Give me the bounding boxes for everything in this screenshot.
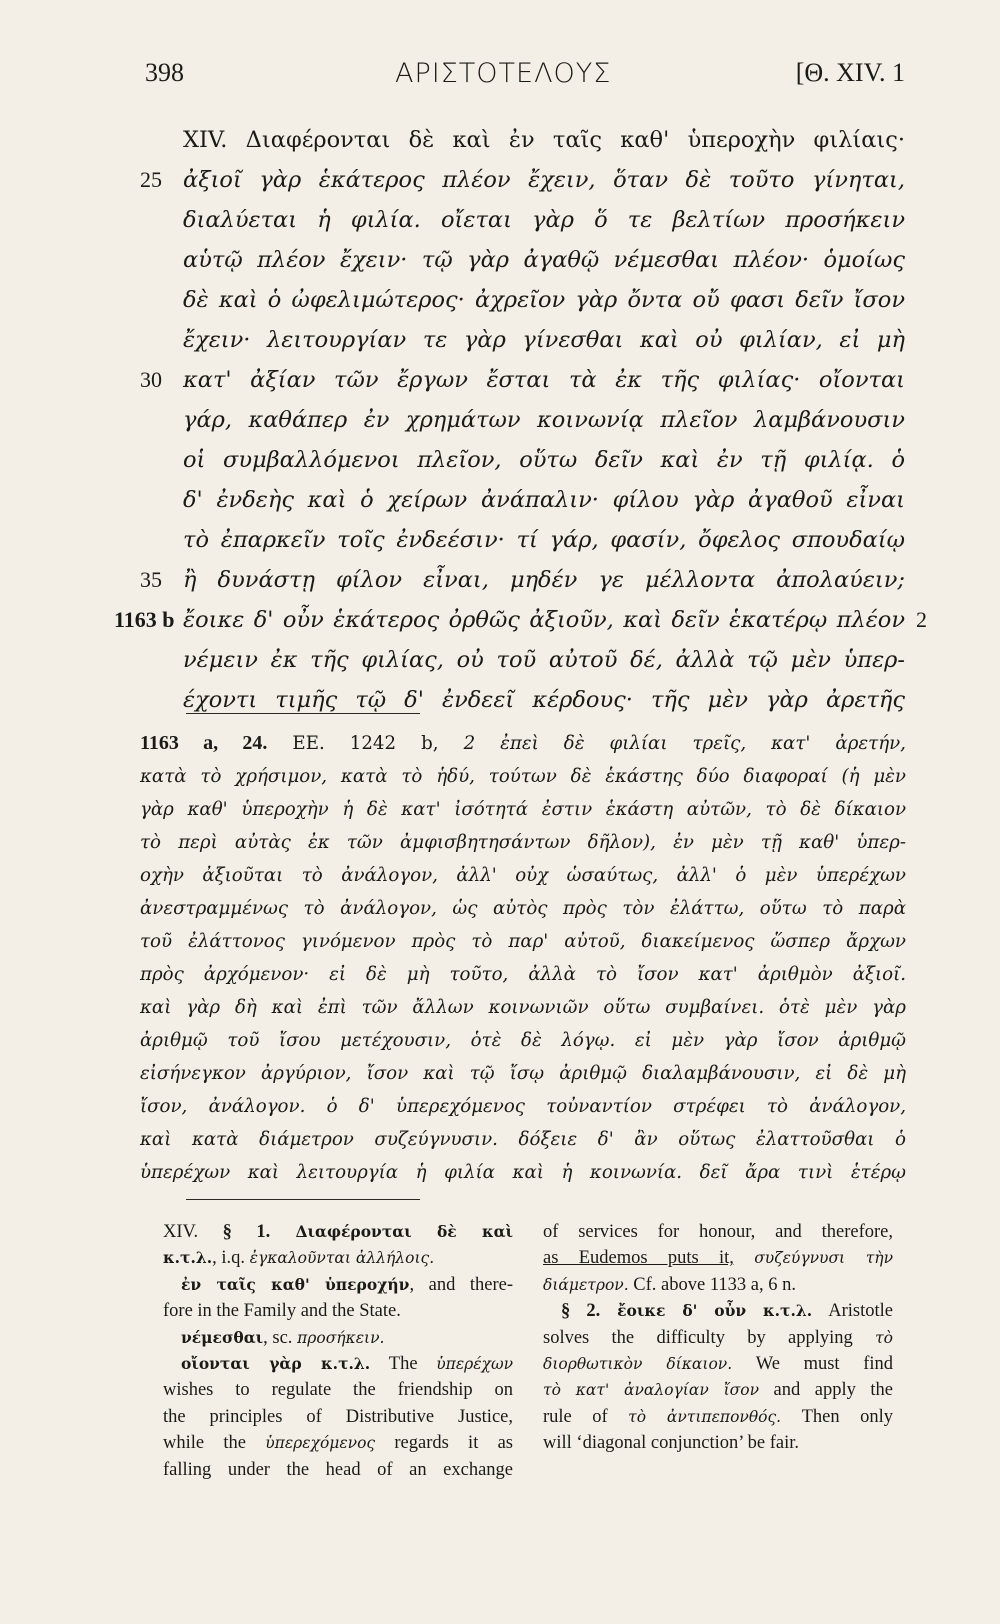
commentary-text: § 1. <box>222 1222 271 1242</box>
commentary-text: We must find <box>732 1353 893 1374</box>
commentary-text: solves the difficulty by applying <box>543 1327 876 1348</box>
greek-term: συζεύγνυσι τὴν <box>754 1249 893 1268</box>
note-line <box>0 991 1000 1024</box>
line-text: ἔχειν· λειτουργίαν τε γὰρ γίνεσθαι καὶ οὐ φιλίαν, εἰ μὴ <box>183 327 905 353</box>
note-line-text: καὶ κατὰ διάμετρον συζεύγνυσιν. δόξειε δ' ἂν οὕτως ἐλαττοῦσθαι ὁ <box>140 1129 906 1150</box>
note-line-text: εἰσήνεγκον ἀργύριον, ἴσον καὶ τῷ ἴσῳ ἀριθμῷ διαλαμβάνουσιν, εἰ δὲ μὴ <box>140 1063 906 1084</box>
line-text: δὲ καὶ ὁ ὠφελιμώτερος· ἀχρεῖον γὰρ ὄντα οὔ φασι δεῖν ἴσον <box>183 287 905 313</box>
greek-term: κ.τ.λ. <box>163 1248 213 1268</box>
text-line <box>0 160 1000 200</box>
commentary-text: wishes to regulate the friendship on <box>163 1380 513 1401</box>
commentary-text: Aristotle <box>812 1301 893 1322</box>
line-text: ἔοικε δ' οὖν ἑκάτερος ὀρθῶς ἀξιοῦν, καὶ δεῖν ἑκατέρῳ πλέον <box>183 607 905 633</box>
note-line <box>0 892 1000 925</box>
text-line <box>0 680 1000 720</box>
note-line <box>0 793 1000 826</box>
greek-term: τὸ ἀντιπεπονθός. <box>628 1407 782 1426</box>
commentary-text: falling under the head of an exchange <box>163 1459 513 1480</box>
commentary-text: regards it as <box>375 1433 513 1454</box>
greek-term: τὸ <box>875 1328 893 1347</box>
greek-term: ἔοικε δ' οὖν κ.τ.λ. <box>600 1301 813 1321</box>
text-line <box>0 600 1000 640</box>
commentary-text: and apply the <box>759 1380 893 1401</box>
text-line <box>0 640 1000 680</box>
text-line <box>0 320 1000 360</box>
greek-term: διάμετρον. <box>543 1275 629 1294</box>
note-line <box>0 1156 1000 1189</box>
commentary-line <box>163 1430 513 1456</box>
section-reference: [Θ. XIV. 1 <box>795 58 905 87</box>
text-line <box>0 480 1000 520</box>
note-line-text: ὑπερέχων καὶ λειτουργία ἡ φιλία καὶ ἡ κοινωνία. δεῖ ἄρα τινὶ ἑτέρῳ <box>140 1162 906 1183</box>
note-line-text: ἴσον, ἀνάλογον. ὁ δ' ὑπερεχόμενος τοὐναντίον στρέφει τὸ ἀνάλογον, <box>140 1096 906 1117</box>
commentary-text: rule of <box>543 1406 629 1427</box>
parallel-passage-note <box>0 727 1000 1189</box>
commentary-text <box>734 1248 754 1268</box>
page-number: 398 <box>145 58 184 87</box>
note-line <box>0 760 1000 793</box>
note-line-text: ἀνεστραμμένως τὸ ἀνάλογον, ὡς αὐτὸς πρὸς τὸν ἐλάττω, οὕτω τὸ παρὰ <box>140 898 906 919</box>
greek-term: προσήκειν. <box>297 1328 385 1347</box>
commentary-text: Cf. above 1133 a, 6 n. <box>628 1274 796 1295</box>
line-text: ἀξιοῖ γὰρ ἑκάτερος πλέον ἔχειν, ὅταν δὲ τοῦτο γίνηται, <box>183 167 905 193</box>
running-title: ΑΡΙΣΤΟΤΕΛΟΥΣ <box>395 58 612 89</box>
note-line-text: γὰρ καθ' ὑπεροχὴν ἡ δὲ κατ' ἰσότητά ἐστιν ἑκάστη αὐτῶν, τὸ δὲ δίκαιον <box>140 799 906 820</box>
commentary-text: , and there- <box>409 1274 513 1295</box>
commentary-line <box>163 1245 513 1271</box>
line-text: κατ' ἀξίαν τῶν ἔργων ἔσται τὰ ἐκ τῆς φιλίας· οἴονται <box>183 367 905 393</box>
commentary-line <box>163 1457 513 1483</box>
divider-rule <box>186 713 420 714</box>
greek-term: ἐν ταῖς καθ' ὑπεροχήν <box>181 1274 410 1294</box>
greek-term: διορθωτικὸν δίκαιον. <box>543 1354 733 1373</box>
note-text: 2 ἐπεὶ δὲ φιλίαι τρεῖς, κατ' ἀρετήν, <box>463 733 906 754</box>
line-text: γάρ, καθάπερ ἐν χρημάτων κοινωνίᾳ πλεῖον λαμβάνουσιν <box>183 407 905 433</box>
note-line-text: οχὴν ἀξιοῦται τὸ ἀνάλογον, ἀλλ' οὐχ ὡσαύτως, ἀλλ' ὁ μὲν ὑπερέχων <box>140 865 906 886</box>
line-text: δ' ἐνδεὴς καὶ ὁ χείρων ἀνάπαλιν· φίλου γὰρ ἀγαθοῦ εἶναι <box>183 487 905 513</box>
commentary-text: the principles of Distributive Justice, <box>163 1406 513 1427</box>
commentary-line <box>543 1245 893 1271</box>
commentary-text: will ‘diagonal conjunction’ be fair. <box>543 1433 800 1454</box>
commentary-text: , i.q. <box>212 1248 250 1269</box>
commentary-line <box>543 1404 893 1430</box>
note-line-text: κατὰ τὸ χρήσιμον, κατὰ τὸ ἡδύ, τούτων δὲ ἑκάστης δύο διαφοραί (ἡ μὲν <box>140 766 906 787</box>
commentary-text: XIV. <box>163 1222 223 1242</box>
line-number: 25 <box>140 167 162 192</box>
line-text: τὸ ἐπαρκεῖν τοῖς ἐνδεέσιν· τί γάρ, φασίν, ὄφελος σπουδαίῳ <box>183 527 905 553</box>
commentary-right-column <box>543 1219 893 1457</box>
note-line-text <box>140 727 906 760</box>
line-text: διαλύεται ἡ φιλία. οἴεται γὰρ ὅ τε βελτίων προσήκειν <box>183 207 905 233</box>
commentary-text: Then only <box>781 1406 894 1427</box>
commentary-line <box>543 1430 893 1456</box>
greek-term: ἐγκαλοῦνται ἀλλήλοις. <box>249 1249 435 1268</box>
commentary-line <box>163 1298 513 1324</box>
greek-term: Διαφέρονται δὲ καὶ <box>270 1222 514 1241</box>
commentary-left-column <box>163 1219 513 1483</box>
text-line <box>0 400 1000 440</box>
line-number: 35 <box>140 567 162 592</box>
note-line-text: πρὸς ἀρχόμενον· εἰ δὲ μὴ τοῦτο, ἀλλὰ τὸ ἴσον κατ' ἀριθμὸν ἀξιοῖ. <box>140 964 906 985</box>
text-line <box>0 240 1000 280</box>
note-line <box>0 826 1000 859</box>
commentary-line <box>543 1377 893 1403</box>
commentary-text: The <box>370 1353 437 1374</box>
commentary-text: of services for honour, and therefore, <box>543 1222 893 1242</box>
running-header <box>145 58 905 94</box>
line-number: 1163 b <box>114 607 175 632</box>
note-line-text: ἀριθμῷ τοῦ ἴσου μετέχουσιν, ὁτὲ δὲ λόγῳ. εἰ μὲν γὰρ ἴσον ἀριθμῷ <box>140 1030 906 1051</box>
note-line-text: τοῦ ἐλάττονος γινόμενον πρὸς τὸ παρ' αὐτοῦ, διακείμενος ὥσπερ ἄρχων <box>140 931 906 952</box>
commentary-line <box>543 1298 893 1324</box>
line-text: XIV. Διαφέρονται δὲ καὶ ἐν ταῖς καθ' ὑπεροχὴν φιλίαις· <box>183 127 905 153</box>
note-lead-reference: 1163 a, 24. <box>140 732 268 754</box>
commentary-line <box>543 1351 893 1377</box>
commentary-line <box>163 1219 513 1245</box>
note-line-text: τὸ περὶ αὐτὰς ἐκ τῶν ἀμφισβητησάντων δῆλον), ἐν μὲν τῇ καθ' ὑπερ- <box>140 832 906 853</box>
line-text: νέμειν ἐκ τῆς φιλίας, οὐ τοῦ αὐτοῦ δέ, ἀλλὰ τῷ μὲν ὑπερ- <box>183 647 905 673</box>
note-line <box>0 727 1000 760</box>
text-line <box>0 440 1000 480</box>
note-line-text: καὶ γὰρ δὴ καὶ ἐπὶ τῶν ἄλλων κοινωνιῶν οὕτω συμβαίνει. ὁτὲ μὲν γὰρ <box>140 997 906 1018</box>
commentary-text: while the <box>163 1433 266 1454</box>
commentary-line <box>163 1272 513 1298</box>
note-line <box>0 1123 1000 1156</box>
text-line <box>0 200 1000 240</box>
commentary-line <box>163 1404 513 1430</box>
line-text: αὑτῷ πλέον ἔχειν· τῷ γὰρ ἀγαθῷ νέμεσθαι πλέον· ὁμοίως <box>183 247 905 273</box>
greek-term: νέμεσθαι <box>181 1327 264 1347</box>
commentary-text: , sc. <box>263 1327 298 1348</box>
greek-term: οἴονται γὰρ κ.τ.λ. <box>181 1353 371 1373</box>
line-number: 30 <box>140 367 162 392</box>
text-line <box>0 520 1000 560</box>
note-line <box>0 859 1000 892</box>
greek-term: ὑπερέχων <box>436 1354 514 1373</box>
greek-term: ὑπερεχόμενος <box>265 1434 376 1453</box>
commentary-text: as Eudemos puts it, <box>543 1248 734 1269</box>
greek-term: τὸ κατ' ἀναλογίαν ἴσον <box>543 1381 760 1400</box>
note-line <box>0 925 1000 958</box>
commentary-line <box>543 1272 893 1298</box>
note-eudemian-reference: EE. 1242 b, <box>292 733 439 754</box>
note-line <box>0 1090 1000 1123</box>
divider-rule <box>186 1199 420 1200</box>
greek-main-text <box>0 120 1000 720</box>
text-line <box>0 280 1000 320</box>
commentary-line <box>543 1325 893 1351</box>
text-line <box>0 560 1000 600</box>
text-line <box>0 120 1000 160</box>
text-line <box>0 360 1000 400</box>
commentary-line <box>163 1325 513 1351</box>
commentary-line <box>163 1351 513 1377</box>
commentary-line <box>543 1219 893 1245</box>
note-line <box>0 958 1000 991</box>
line-text: οἱ συμβαλλόμενοι πλεῖον, οὕτω δεῖν καὶ ἐν τῇ φιλίᾳ. ὁ <box>183 447 905 473</box>
note-line <box>0 1057 1000 1090</box>
section-marker: 2 <box>916 607 927 632</box>
commentary-line <box>163 1377 513 1403</box>
commentary-text: fore in the Family and the State. <box>163 1301 401 1322</box>
line-text: έχοντι τιμῆς τῷ δ' ἐνδεεῖ κέρδους· τῆς μὲν γὰρ ἀρετῆς <box>183 687 905 713</box>
line-text: ἢ δυνάστῃ φίλον εἶναι, μηδέν γε μέλλοντα ἀπολαύειν; <box>183 567 905 593</box>
note-line <box>0 1024 1000 1057</box>
commentary-text: § 2. <box>561 1301 601 1322</box>
